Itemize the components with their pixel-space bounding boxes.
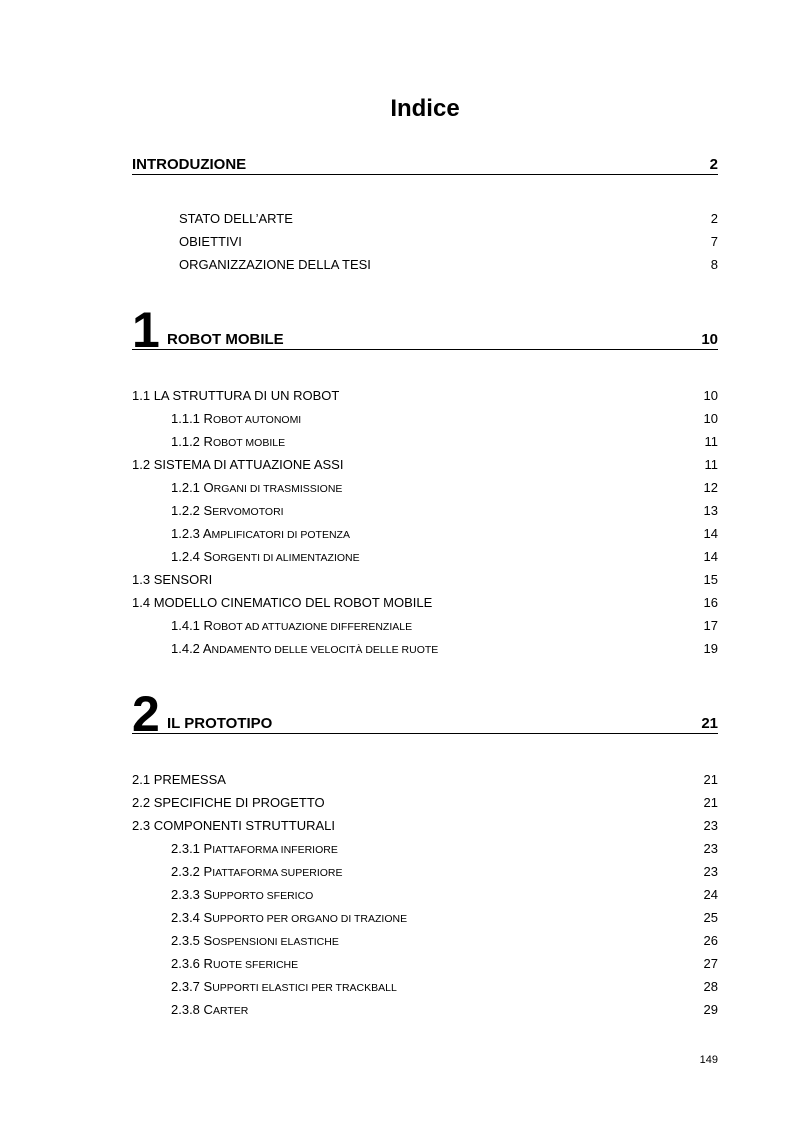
toc-entry-number: 2.3.3 — [171, 887, 200, 902]
toc-entry-label — [171, 434, 285, 451]
toc-entry-title: S — [203, 910, 213, 925]
toc-page-number: 23 — [703, 841, 718, 856]
toc-entry-title-smallcaps: UOTE SFERICHE — [212, 959, 299, 971]
chapter-heading[interactable] — [132, 302, 718, 358]
toc-page-number: 15 — [703, 572, 718, 587]
toc-page-number: 19 — [703, 641, 718, 656]
toc-page-number: 11 — [704, 434, 718, 449]
toc-entry-title: R — [203, 434, 213, 449]
toc-entry-title-smallcaps: UPPORTO PER ORGANO DI TRAZIONE — [212, 913, 408, 925]
toc-entry-title-smallcaps: NDAMENTO DELLE VELOCITÀ DELLE RUOTE — [211, 644, 439, 656]
toc-entry-number: 2.2 — [132, 795, 151, 810]
toc-entry-number: 1.4 — [132, 595, 151, 610]
toc-page-number: 27 — [703, 956, 718, 971]
toc-entry-label — [171, 910, 407, 927]
toc-entry-number: 1.1.1 — [171, 411, 200, 426]
toc-entry-label — [132, 772, 226, 788]
toc-entry-number: 1.2 — [132, 457, 151, 472]
toc-page-number: 16 — [703, 595, 718, 610]
toc-entry-number: 1.2.3 — [171, 526, 200, 541]
toc-entry-label — [171, 411, 301, 428]
toc-page-number: 23 — [703, 818, 718, 833]
toc-entry-title: C — [203, 1002, 213, 1017]
toc-entry-label — [171, 841, 338, 858]
toc-page-number: 12 — [703, 480, 718, 495]
toc-entry-number: 1.2.4 — [171, 549, 200, 564]
toc-page-number: 2 — [710, 211, 718, 226]
toc-page-number: 21 — [703, 772, 718, 787]
intro-label: INTRODUZIONE — [132, 156, 247, 173]
chapter-heading[interactable] — [132, 686, 718, 742]
chapter-title: IL PROTOTIPO — [167, 715, 273, 732]
chapter-page: 21 — [701, 715, 718, 732]
toc-entry-title: S — [203, 933, 213, 948]
toc-entry-label — [171, 933, 339, 950]
toc-entry-number: 2.3.7 — [171, 979, 200, 994]
toc-entry-title-smallcaps: ARTER — [212, 1005, 249, 1017]
toc-page-number: 26 — [703, 933, 718, 948]
toc-entry-label — [171, 480, 342, 497]
toc-entry-title: SENSORI — [153, 572, 213, 587]
toc-entry-number: 1.1.2 — [171, 434, 200, 449]
toc-page-number: 21 — [703, 795, 718, 810]
toc-entry-label — [171, 641, 438, 658]
toc-page-number: 11 — [704, 457, 718, 472]
toc-entry-title: O — [203, 480, 214, 495]
toc-entry-label — [171, 979, 397, 996]
toc-entry-title-smallcaps: IATTAFORMA INFERIORE — [212, 844, 338, 856]
toc-entry-label — [132, 795, 325, 811]
toc-page-number: 14 — [703, 549, 718, 564]
toc-entry-label — [132, 595, 432, 611]
chapter-number: 2 — [132, 686, 158, 742]
toc-entry-number: 1.1 — [132, 388, 151, 403]
toc-entry-title: LA STRUTTURA DI UN ROBOT — [153, 388, 340, 403]
toc-entry-title-smallcaps: OBOT AD ATTUAZIONE DIFFERENZIALE — [212, 621, 413, 633]
toc-entry-title: S — [203, 503, 213, 518]
toc-entry-title-smallcaps: RGANI DI TRASMISSIONE — [213, 483, 343, 495]
toc-entry-title: R — [203, 618, 213, 633]
toc-entry-title-smallcaps: ERVOMOTORI — [212, 506, 284, 518]
toc-entry-number: 2.3.4 — [171, 910, 200, 925]
toc-entry-label — [132, 457, 343, 473]
toc-entry-title: PREMESSA — [153, 772, 226, 787]
toc-entry-title-smallcaps: UPPORTO SFERICO — [212, 890, 314, 902]
toc-entry-title: A — [202, 526, 212, 541]
toc-page-number: 8 — [710, 257, 718, 272]
toc-page-number: 14 — [703, 526, 718, 541]
toc-entry-label — [171, 503, 284, 520]
toc-entry-label — [171, 1002, 248, 1019]
toc-entry-number: 1.3 — [132, 572, 151, 587]
toc-entry-title-smallcaps: MPLIFICATORI DI POTENZA — [211, 529, 350, 541]
toc-entry-title-smallcaps: UPPORTI ELASTICI PER TRACKBALL — [212, 982, 397, 994]
toc-entry-title-smallcaps: OBOT AUTONOMI — [212, 414, 302, 426]
page-title: Indice — [390, 95, 460, 122]
toc-entry-number: 2.1 — [132, 772, 151, 787]
toc-page-number: 13 — [703, 503, 718, 518]
toc-entry-title: COMPONENTI STRUTTURALI — [153, 818, 335, 833]
toc-entry-title-smallcaps: OBOT MOBILE — [212, 437, 286, 449]
toc-intro-heading[interactable] — [132, 156, 718, 175]
toc-entry-number: 2.3.5 — [171, 933, 200, 948]
toc-entry-number: 2.3.1 — [171, 841, 200, 856]
chapter-page: 10 — [701, 331, 718, 348]
toc-entry-number: 1.4.1 — [171, 618, 200, 633]
toc-page-number: 29 — [703, 1002, 718, 1017]
toc-entry-label — [171, 549, 360, 566]
toc-entry-title: SISTEMA DI ATTUAZIONE ASSI — [153, 457, 344, 472]
toc-entry-label — [132, 572, 212, 588]
toc-entry-number: 1.4.2 — [171, 641, 200, 656]
chapter-title: ROBOT MOBILE — [167, 331, 284, 348]
toc-page-number: 17 — [703, 618, 718, 633]
toc-entry-title: MODELLO CINEMATICO DEL ROBOT MOBILE — [153, 595, 433, 610]
chapter-number: 1 — [132, 302, 158, 358]
toc-entry-number: 2.3.6 — [171, 956, 200, 971]
toc-entry-title-smallcaps: ORGENTI DI ALIMENTAZIONE — [212, 552, 360, 564]
toc-entry-title: A — [202, 641, 212, 656]
toc-entry-number: 2.3.2 — [171, 864, 200, 879]
toc-entry-title: S — [203, 979, 213, 994]
toc-page-number: 25 — [703, 910, 718, 925]
toc-page-number: 24 — [703, 887, 718, 902]
toc-page-number: 7 — [710, 234, 718, 249]
toc-entry-label — [171, 887, 313, 904]
toc-entry-label — [132, 388, 339, 404]
toc-page-number: 23 — [703, 864, 718, 879]
toc-entry-title: S — [203, 887, 213, 902]
toc-entry-title: SPECIFICHE DI PROGETTO — [153, 795, 325, 810]
toc-entry-label — [171, 526, 350, 543]
toc-entry-label — [171, 864, 343, 881]
toc-entry-number: 2.3 — [132, 818, 151, 833]
toc-entry-label — [132, 818, 335, 834]
toc-entry-title-smallcaps: OSPENSIONI ELASTICHE — [212, 936, 339, 948]
intro-page: 2 — [709, 156, 718, 173]
toc-entry-number: 2.3.8 — [171, 1002, 200, 1017]
toc-entry-title-smallcaps: IATTAFORMA SUPERIORE — [212, 867, 343, 879]
toc-entry-title: P — [203, 841, 213, 856]
toc-entry-number: 1.2.1 — [171, 480, 200, 495]
page-number: 149 — [699, 1054, 718, 1066]
toc-page-number: 28 — [703, 979, 718, 994]
toc-entry-title: S — [203, 549, 213, 564]
toc-entry-title: R — [203, 956, 213, 971]
toc-entry-number: 1.2.2 — [171, 503, 200, 518]
toc-entry-title: R — [203, 411, 213, 426]
toc-page-number: 10 — [703, 411, 718, 426]
toc-entry-label — [171, 956, 298, 973]
toc-page-number: 10 — [703, 388, 718, 403]
toc-entry-title: P — [203, 864, 213, 879]
toc-entry-label — [171, 618, 412, 635]
